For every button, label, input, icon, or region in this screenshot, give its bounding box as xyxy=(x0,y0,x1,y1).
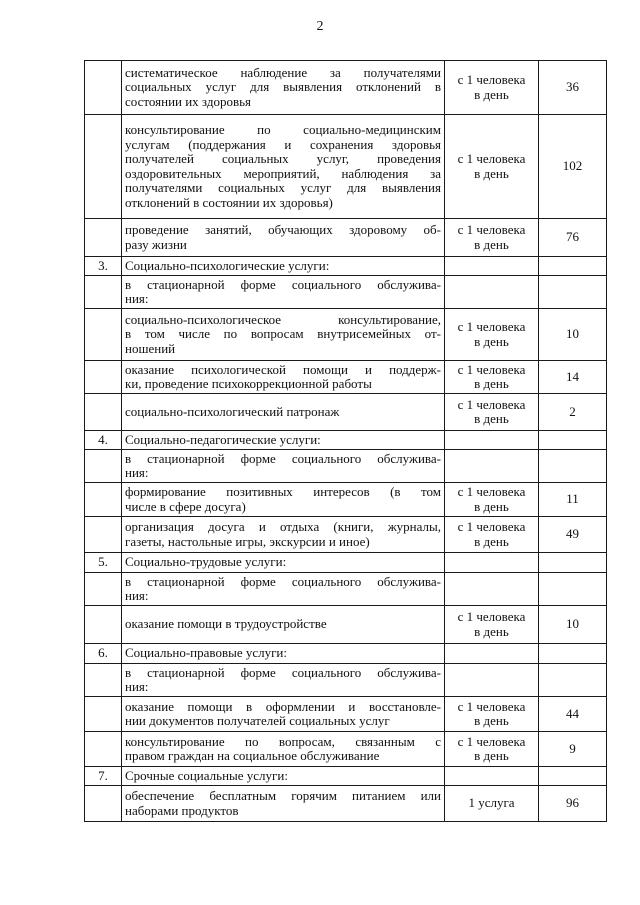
service-name-cell xyxy=(122,276,445,309)
quantity-cell: 9 xyxy=(539,732,607,767)
unit-line: с 1 человека xyxy=(457,609,526,624)
quantity-cell xyxy=(539,767,607,786)
unit-line: в день xyxy=(474,86,509,102)
service-name-line: оказание помощи в трудоустройстве xyxy=(125,616,327,632)
unit-cell xyxy=(445,767,539,786)
table-row xyxy=(85,606,607,644)
unit-cell xyxy=(445,431,539,450)
service-name-cell xyxy=(122,61,445,115)
service-name-line: в стационарной форме социального обслужива- xyxy=(125,573,441,589)
services-table-body xyxy=(85,61,607,822)
service-name-line: формирование позитивных интересов (в том xyxy=(125,484,441,499)
service-name-line: в стационарной форме социального обслужива- xyxy=(125,450,441,466)
service-name-cell xyxy=(122,219,445,257)
row-number-cell xyxy=(85,517,122,553)
service-name-cell xyxy=(122,309,445,361)
row-number-cell xyxy=(85,361,122,394)
unit-cell xyxy=(445,697,539,732)
quantity-cell xyxy=(539,664,607,697)
table-row xyxy=(85,361,607,394)
row-number-cell: 3. xyxy=(85,257,122,276)
service-name-line: оказание помощи в оформлении и восстановле- xyxy=(125,698,441,714)
service-name-line: правом граждан на социальное обслуживание xyxy=(125,748,380,763)
unit-cell xyxy=(445,257,539,276)
service-name-cell xyxy=(122,732,445,767)
unit-cell xyxy=(445,606,539,644)
quantity-cell: 49 xyxy=(539,517,607,553)
quantity-cell: 36 xyxy=(539,61,607,115)
unit-line: в день xyxy=(474,411,509,426)
unit-cell xyxy=(445,644,539,664)
unit-cell xyxy=(445,61,539,115)
row-number-cell xyxy=(85,115,122,219)
service-name-line: в стационарной форме социального обслужива- xyxy=(125,664,441,680)
service-name-line: консультирование по вопросам, связанным с xyxy=(125,733,441,749)
service-name-cell xyxy=(122,644,445,664)
service-name-line: в том числе по вопросам внутрисемейных от- xyxy=(125,326,441,342)
row-number-cell xyxy=(85,483,122,517)
unit-line: 1 услуга xyxy=(468,795,515,811)
section-header-row xyxy=(85,644,607,664)
service-name-line: Социально-правовые услуги: xyxy=(125,645,287,661)
section-header-row xyxy=(85,257,607,276)
unit-line: с 1 человека xyxy=(457,484,526,499)
service-name-line: ния: xyxy=(125,679,149,694)
unit-line: с 1 человека xyxy=(457,733,526,749)
unit-line: в день xyxy=(474,713,509,728)
table-row xyxy=(85,517,607,553)
quantity-cell: 76 xyxy=(539,219,607,257)
section-header-row xyxy=(85,553,607,573)
service-name-line: ки, проведение психокоррекционной работы xyxy=(125,376,372,391)
table-row xyxy=(85,276,607,309)
unit-line: с 1 человека xyxy=(457,222,526,237)
service-name-line: социально-психологический патронаж xyxy=(125,403,340,419)
unit-cell xyxy=(445,517,539,553)
unit-cell xyxy=(445,450,539,483)
unit-line: в день xyxy=(474,376,509,391)
table-row xyxy=(85,483,607,517)
table-row xyxy=(85,573,607,606)
service-name-line: Социально-трудовые услуги: xyxy=(125,554,287,570)
service-name-line: ния: xyxy=(125,291,149,306)
service-name-line: оказание психологической помощи и поддерж- xyxy=(125,361,441,377)
row-number-cell xyxy=(85,697,122,732)
services-table xyxy=(84,60,607,822)
quantity-cell: 11 xyxy=(539,483,607,517)
quantity-cell: 10 xyxy=(539,606,607,644)
service-name-line: организация досуга и отдыха (книги, журналы, xyxy=(125,519,441,534)
service-name-line: получателями социальных услуг для выявления xyxy=(125,180,441,195)
unit-cell xyxy=(445,276,539,309)
row-number-cell xyxy=(85,219,122,257)
service-name-cell xyxy=(122,483,445,517)
unit-cell xyxy=(445,115,539,219)
table-row xyxy=(85,450,607,483)
unit-cell xyxy=(445,394,539,431)
quantity-cell: 102 xyxy=(539,115,607,219)
service-name-cell xyxy=(122,606,445,644)
quantity-cell xyxy=(539,450,607,483)
service-name-cell xyxy=(122,767,445,786)
table-row xyxy=(85,697,607,732)
unit-line: в день xyxy=(474,498,509,514)
section-header-row xyxy=(85,767,607,786)
table-row xyxy=(85,115,607,219)
quantity-cell: 96 xyxy=(539,786,607,822)
quantity-cell xyxy=(539,644,607,664)
service-name-line: состоянии их здоровья xyxy=(125,93,251,109)
row-number-cell xyxy=(85,732,122,767)
quantity-cell: 10 xyxy=(539,309,607,361)
row-number-cell xyxy=(85,606,122,644)
unit-line: в день xyxy=(474,236,509,252)
unit-line: в день xyxy=(474,623,509,639)
table-row xyxy=(85,394,607,431)
table-row xyxy=(85,309,607,361)
unit-line: в день xyxy=(474,748,509,763)
row-number-cell xyxy=(85,309,122,361)
unit-cell xyxy=(445,573,539,606)
unit-line: с 1 человека xyxy=(457,319,526,334)
row-number-cell xyxy=(85,573,122,606)
row-number-cell xyxy=(85,61,122,115)
unit-cell xyxy=(445,483,539,517)
unit-cell xyxy=(445,219,539,257)
service-name-cell xyxy=(122,394,445,431)
service-name-line: наборами продуктов xyxy=(125,802,239,818)
unit-line: с 1 человека xyxy=(457,72,526,87)
page-number: 2 xyxy=(316,19,324,34)
service-name-line: Социально-психологические услуги: xyxy=(125,257,330,273)
service-name-line: обеспечение бесплатным горячим питанием или xyxy=(125,788,441,803)
service-name-line: в стационарной форме социального обслужива- xyxy=(125,276,441,292)
unit-line: в день xyxy=(474,333,509,349)
table-row xyxy=(85,61,607,115)
service-name-line: социально-психологическое консультирование, xyxy=(125,311,441,327)
quantity-cell: 44 xyxy=(539,697,607,732)
unit-line: с 1 человека xyxy=(457,396,526,412)
unit-cell xyxy=(445,786,539,822)
quantity-cell xyxy=(539,431,607,450)
unit-line: с 1 человека xyxy=(457,151,526,166)
service-name-line: Социально-педагогические услуги: xyxy=(125,431,321,447)
service-name-line: нии документов получателей социальных услуг xyxy=(125,713,390,728)
row-number-cell xyxy=(85,450,122,483)
service-name-cell xyxy=(122,553,445,573)
service-name-line: ношений xyxy=(125,340,176,356)
quantity-cell xyxy=(539,573,607,606)
service-name-line: ния: xyxy=(125,588,149,603)
service-name-line: Срочные социальные услуги: xyxy=(125,767,288,783)
row-number-cell xyxy=(85,786,122,822)
service-name-line: услугам (поддержания и сохранения здоровья xyxy=(125,136,441,152)
table-row xyxy=(85,732,607,767)
unit-line: в день xyxy=(474,533,509,549)
service-name-cell xyxy=(122,115,445,219)
service-name-line: социальных услуг для выявления отклонений в xyxy=(125,79,441,95)
table-row xyxy=(85,786,607,822)
service-name-cell xyxy=(122,697,445,732)
row-number-cell xyxy=(85,276,122,309)
quantity-cell: 2 xyxy=(539,394,607,431)
service-name-cell xyxy=(122,361,445,394)
unit-cell xyxy=(445,309,539,361)
service-name-line: получателей социальных услуг, проведения xyxy=(125,151,441,166)
section-header-row xyxy=(85,431,607,450)
unit-cell xyxy=(445,732,539,767)
row-number-cell xyxy=(85,664,122,697)
service-name-cell xyxy=(122,786,445,822)
row-number-cell: 4. xyxy=(85,431,122,450)
service-name-line: проведение занятий, обучающих здоровому об- xyxy=(125,222,441,237)
service-name-line: оздоровительных мероприятий, наблюдения за xyxy=(125,165,441,181)
service-name-line: консультирование по социально-медицинским xyxy=(125,122,441,137)
service-name-line: отклонений в состоянии их здоровья) xyxy=(125,194,333,210)
service-name-line: разу жизни xyxy=(125,236,187,252)
service-name-line: ния: xyxy=(125,465,149,480)
row-number-cell: 5. xyxy=(85,553,122,573)
service-name-line: систематическое наблюдение за получателями xyxy=(125,64,441,80)
row-number-cell: 7. xyxy=(85,767,122,786)
service-name-cell xyxy=(122,664,445,697)
unit-cell xyxy=(445,553,539,573)
service-name-cell xyxy=(122,257,445,276)
service-name-cell xyxy=(122,573,445,606)
row-number-cell: 6. xyxy=(85,644,122,664)
service-name-cell xyxy=(122,450,445,483)
quantity-cell xyxy=(539,257,607,276)
table-row xyxy=(85,664,607,697)
quantity-cell xyxy=(539,276,607,309)
unit-line: с 1 человека xyxy=(457,698,526,714)
service-name-line: газеты, настольные игры, экскурсии и иное) xyxy=(125,533,370,549)
table-row xyxy=(85,219,607,257)
unit-cell xyxy=(445,361,539,394)
unit-line: в день xyxy=(474,165,509,181)
quantity-cell xyxy=(539,553,607,573)
row-number-cell xyxy=(85,394,122,431)
service-name-cell xyxy=(122,517,445,553)
quantity-cell: 14 xyxy=(539,361,607,394)
service-name-line: числе в сфере досуга) xyxy=(125,498,246,514)
unit-cell xyxy=(445,664,539,697)
service-name-cell xyxy=(122,431,445,450)
unit-line: с 1 человека xyxy=(457,519,526,534)
unit-line: с 1 человека xyxy=(457,361,526,377)
